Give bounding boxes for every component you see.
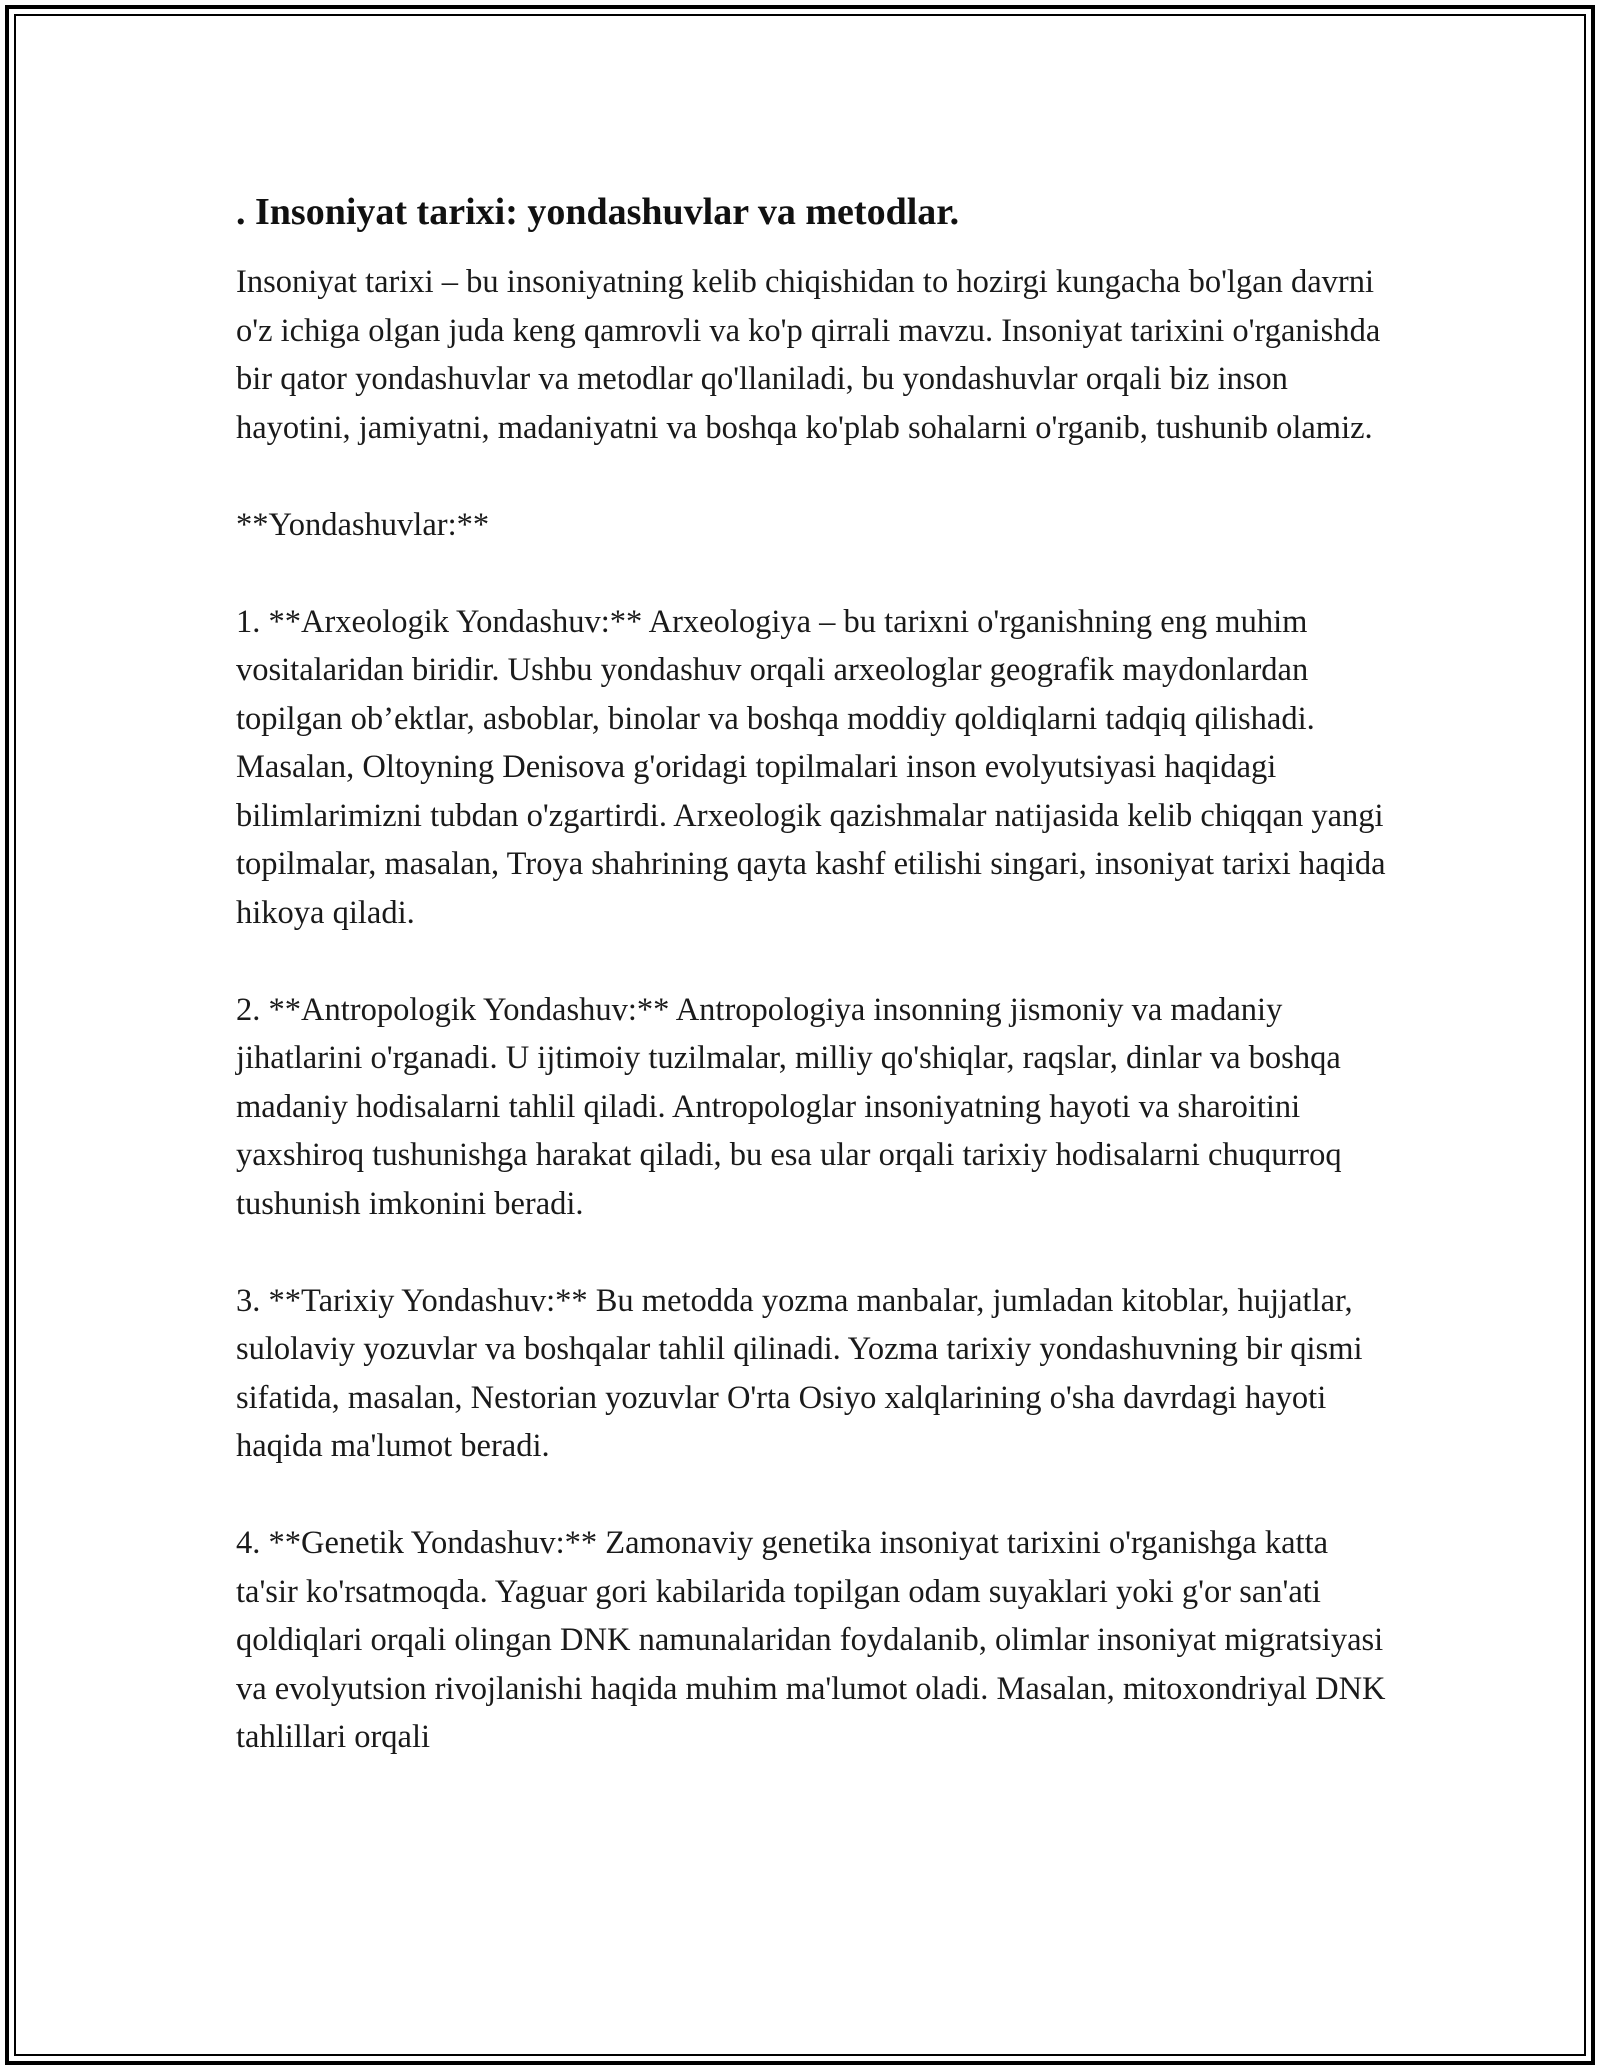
document-body xyxy=(236,188,1386,1762)
paragraph-genetik: 4. **Genetik Yondashuv:** Zamonaviy genetika insoniyat tarixini o'rganishga katta ta'sir ko'rsatmoqda. Yaguar gori kabilarida topilgan odam suyaklari yoki g'or san'ati qoldiqlari orqali olingan DNK namunalaridan foydalanib, olimlar insoniyat migratsiyasi va evolyutsion rivojlanishi haqida muhim ma'lumot oladi. Masalan, mitoxondriyal DNK tahlillari orqali xyxy=(236,1525,1386,1755)
paragraph-intro: Insoniyat tarixi – bu insoniyatning kelib chiqishidan to hozirgi kungacha bo'lgan davrni o'z ichiga olgan juda keng qamrovli va ko'p qirrali mavzu. Insoniyat tarixini o'rganishda bir qator yondashuvlar va metodlar qo'llaniladi, bu yondashuvlar orqali biz inson hayotini, jamiyatni, madaniyatni va boshqa ko'plab sohalarni o'rganib, tushunib olamiz. xyxy=(236,264,1381,446)
paragraph-arxeologik: 1. **Arxeologik Yondashuv:** Arxeologiya – bu tarixni o'rganishning eng muhim vositalaridan biridir. Ushbu yondashuv orqali arxeologlar geografik maydonlardan topilgan ob’ektlar, asboblar, binolar va boshqa moddiy qoldiqlarni tadqiq qilishadi. Masalan, Oltoyning Denisova g'oridagi topilmalari inson evolyutsiyasi haqidagi bilimlarimizni tubdan o'zgartirdi. Arxeologik qazishmalar natijasida kelib chiqqan yangi topilmalar, masalan, Troya shahrining qayta kashf etilishi singari, insoniyat tarixi haqida hikoya qiladi. xyxy=(236,603,1386,931)
paragraph-tarixiy: 3. **Tarixiy Yondashuv:** Bu metodda yozma manbalar, jumladan kitoblar, hujjatlar, sulolaviy yozuvlar va boshqalar tahlil qilinadi. Yozma tarixiy yondashuvning bir qismi sifatida, masalan, Nestorian yozuvlar O'rta Osiyo xalqlarining o'sha davrdagi hayoti haqida ma'lumot beradi. xyxy=(236,1282,1363,1464)
document-title: . Insoniyat tarixi: yondashuvlar va metodlar. xyxy=(236,191,960,233)
paragraph-antropologik: 2. **Antropologik Yondashuv:** Antropologiya insonning jismoniy va madaniy jihatlarini o'rganadi. U ijtimoiy tuzilmalar, milliy qo'shiqlar, raqslar, dinlar va boshqa madaniy hodisalarni tahlil qiladi. Antropologlar insoniyatning hayoti va sharoitini yaxshiroq tushunishga harakat qiladi, bu esa ular orqali tarixiy hodisalarni chuqurroq tushunish imkonini beradi. xyxy=(236,991,1342,1222)
section-heading-yondashuvlar: **Yondashuvlar:** xyxy=(236,506,490,543)
